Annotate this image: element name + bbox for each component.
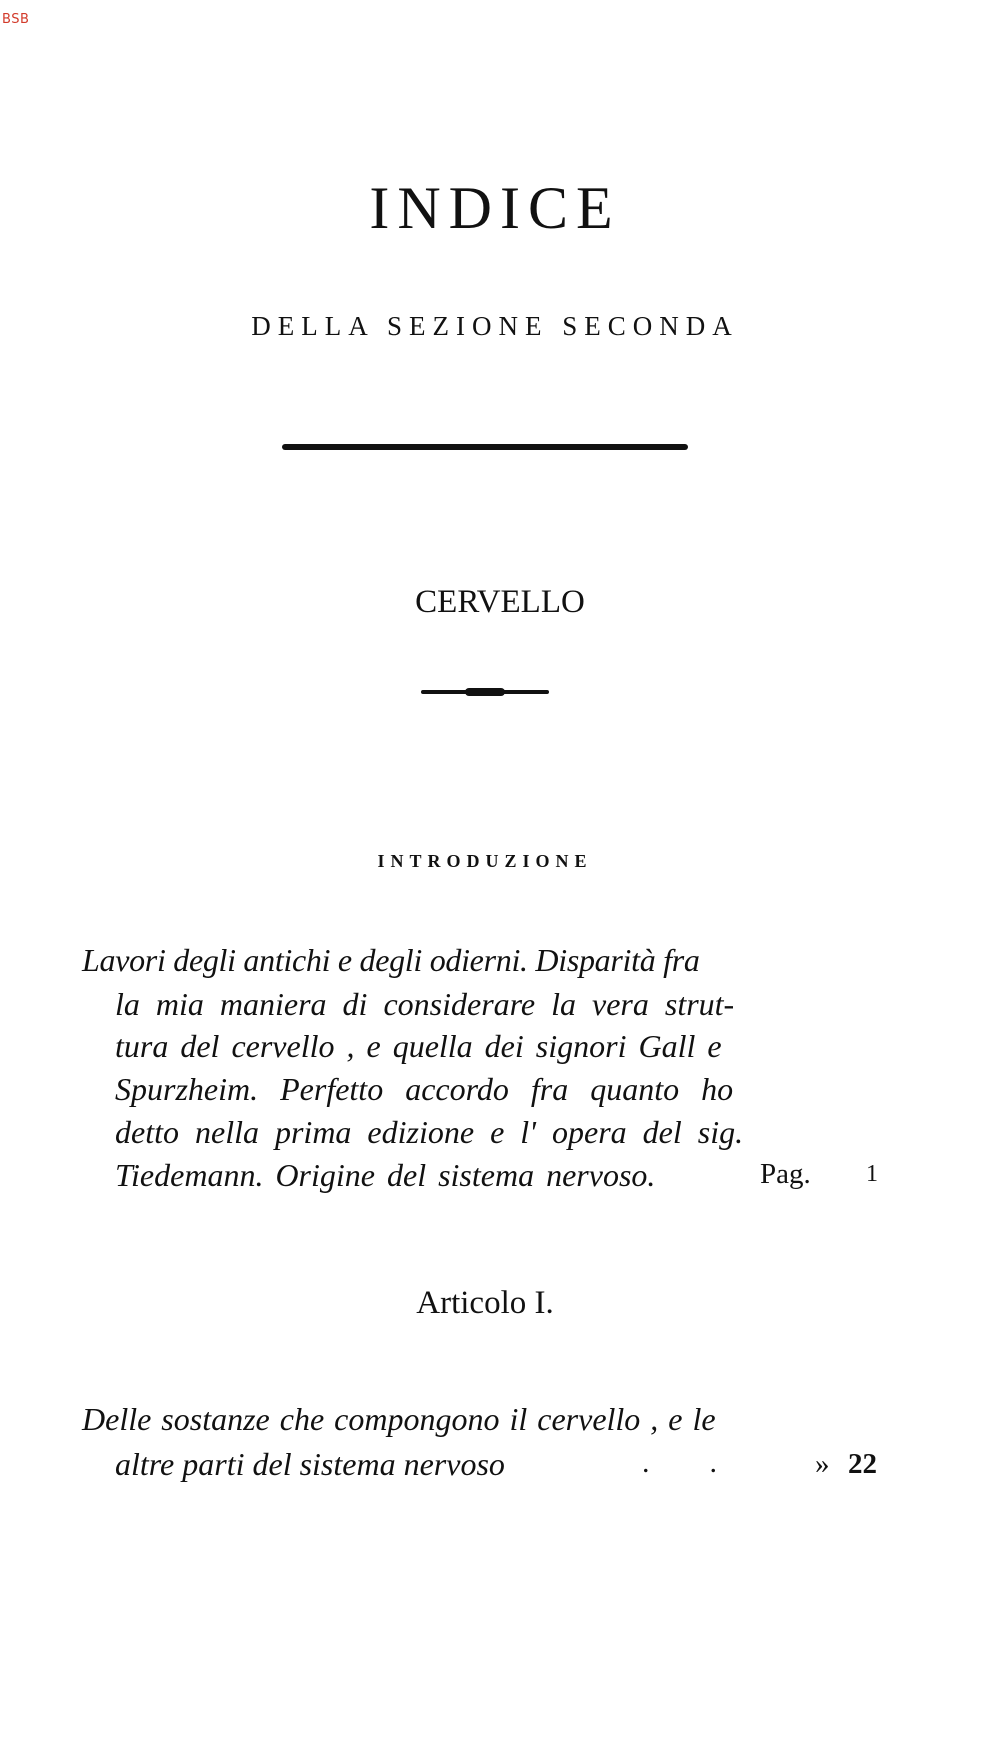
library-mark: BSB	[2, 12, 30, 27]
section-divider	[421, 690, 549, 694]
page-title	[0, 175, 1000, 241]
title-divider	[282, 444, 688, 450]
article-heading-text: Articolo I.	[416, 1285, 554, 1321]
intro-entry-line: tura del cervello , e quella dei signori Gall e	[115, 1028, 722, 1064]
article-dot-leaders: . .	[642, 1446, 717, 1479]
article-entry-line: altre parti del sistema nervoso	[115, 1446, 505, 1482]
article-page-number: 22	[848, 1448, 877, 1480]
intro-entry-line: Spurzheim. Perfetto accordo fra quanto ho	[115, 1071, 734, 1107]
intro-entry-line: detto nella prima edizione e l' opera del sig.	[115, 1114, 744, 1150]
introduction-heading-text: INTRODUZIONE	[377, 851, 593, 871]
article-heading	[0, 1287, 1000, 1320]
page-subtitle	[0, 313, 1000, 340]
intro-entry-line: Tiedemann. Origine del sistema nervoso.	[115, 1157, 656, 1193]
intro-page-label: Pag.	[760, 1158, 811, 1190]
section-heading	[0, 586, 1000, 619]
intro-page-number: 1	[866, 1161, 878, 1187]
intro-entry-line: Lavori degli antichi e degli odierni. Disparità fra	[82, 942, 700, 978]
page-title-text: INDICE	[369, 175, 621, 241]
section-heading-text: CERVELLO	[415, 584, 585, 620]
page-subtitle-text: DELLA SEZIONE SECONDA	[251, 311, 739, 341]
intro-entry-line: la mia maniera di considerare la vera strut-	[115, 986, 735, 1022]
article-page-marker: »	[815, 1448, 830, 1480]
article-entry-line: Delle sostanze che compongono il cervello , e le	[82, 1401, 716, 1437]
introduction-heading	[0, 852, 1000, 870]
